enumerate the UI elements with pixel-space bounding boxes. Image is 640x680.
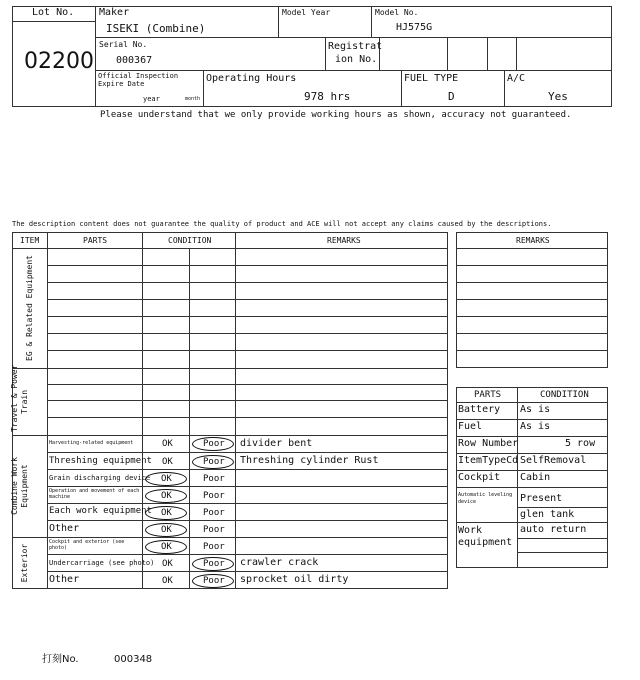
model-year-label: Model Year [282, 8, 331, 17]
auto-leveling-value: Present [520, 493, 563, 504]
row-number-value: 5 row [565, 438, 596, 449]
condition-poor-9: Poor [203, 576, 225, 586]
inspection-label-1: Official Inspection [98, 72, 179, 80]
column-parts: PARTS [83, 236, 108, 245]
lot-number: 02200 [24, 49, 94, 74]
condition-poor-1: Poor [203, 439, 225, 449]
condition-poor-7: Poor [203, 542, 225, 552]
section-exterior [20, 533, 30, 593]
battery-value: As is [520, 404, 551, 415]
part-operation-1: Operation and movement of each [49, 488, 140, 494]
fuel-value: As is [520, 421, 551, 432]
ac-value: Yes [548, 90, 568, 103]
part-operation-2: machine [49, 494, 71, 500]
condition-poor-3: Poor [203, 474, 225, 484]
remark-8: crawler crack [240, 557, 319, 568]
section-combine-text-1: Combine Work [10, 457, 19, 515]
condition-poor-4: Poor [203, 491, 225, 501]
spec-condition-label: CONDITION [540, 390, 589, 400]
registration-label-2: ion No. [335, 54, 378, 65]
section-travel-text-1: Travel & Power [10, 364, 19, 432]
work-equipment-label-1: Work [458, 525, 483, 536]
condition-ok-3: OK [161, 474, 172, 484]
part-each-work: Each work equipment [49, 506, 152, 516]
stamp-label: 打刻No. [42, 654, 79, 665]
registration-label-1: Registrat [328, 41, 383, 52]
part-threshing: Threshing equipment [49, 456, 152, 466]
model-no-value: HJ575G [396, 22, 433, 33]
serial-value: 000367 [116, 55, 153, 66]
description-notice: The description content does not guarantee the quality of product and ACE will not accept any claims caused by the descriptions. [12, 220, 552, 228]
spec-parts-label: PARTS [474, 390, 502, 400]
section-combine-text-2: Equipment [20, 464, 29, 508]
work-equipment-value-2: auto return [520, 524, 587, 535]
condition-ok-1: OK [162, 439, 173, 449]
hours-notice: Please understand that we only provide working hours as shown, accuracy not guaranteed. [100, 110, 572, 120]
part-other-exterior: Other [49, 574, 80, 585]
row-number-label: Row Number [458, 438, 519, 449]
ac-label: A/C [507, 73, 526, 84]
right-remarks-label: REMARKS [516, 236, 550, 245]
section-combine [10, 446, 30, 526]
section-exterior-text: Exterior [20, 543, 29, 583]
itemtype-label: ItemTypeCd [458, 455, 519, 466]
operating-hours-value: 978 hrs [304, 90, 351, 103]
condition-ok-4: OK [161, 491, 172, 501]
cockpit-label: Cockpit [458, 472, 501, 483]
fuel-label: Fuel [458, 421, 483, 432]
condition-ok-7: OK [161, 542, 172, 552]
part-other-combine: Other [49, 523, 80, 534]
serial-label: Serial No. [99, 40, 148, 49]
inspection-label-2: Expire Date [98, 80, 145, 88]
condition-poor-2: Poor [203, 457, 225, 467]
work-equipment-value-1: glen tank [520, 509, 575, 520]
operating-hours-label: Operating Hours [206, 73, 297, 84]
itemtype-value: SelfRemoval [520, 455, 587, 466]
month-label: month [185, 96, 201, 102]
auto-leveling-label-1: Automatic leveling [458, 492, 513, 498]
condition-ok-6: OK [161, 525, 172, 535]
lot-label: Lot No. [32, 7, 75, 18]
year-label: year [143, 95, 160, 103]
part-undercarriage: Undercarriage (see photo) [49, 559, 155, 567]
auto-leveling-label-2: device [458, 499, 477, 505]
part-grain: Grain discharging device [49, 474, 151, 482]
section-travel [10, 364, 30, 432]
part-harvesting: Harvesting-related equipment [49, 440, 134, 446]
condition-ok-8: OK [162, 559, 173, 569]
part-cockpit-1: Cockpit and exterior (see [49, 539, 125, 545]
condition-ok-5: OK [161, 508, 172, 518]
condition-poor-8: Poor [203, 559, 225, 569]
part-cockpit-2: photo) [49, 545, 68, 551]
column-condition: CONDITION [168, 236, 212, 245]
fuel-type-label: FUEL TYPE [404, 73, 459, 84]
column-item: ITEM [20, 236, 40, 245]
column-remarks: REMARKS [327, 236, 361, 245]
remark-1: divider bent [240, 438, 313, 449]
maker-value: ISEKI (Combine) [106, 22, 206, 35]
battery-label: Battery [458, 404, 501, 415]
cockpit-value: Cabin [520, 472, 551, 483]
condition-ok-2: OK [162, 457, 173, 467]
remark-2: Threshing cylinder Rust [240, 455, 379, 466]
condition-ok-9: OK [162, 576, 173, 586]
remark-9: sprocket oil dirty [240, 574, 349, 585]
condition-poor-6: Poor [203, 525, 225, 535]
stamp-value: 000348 [114, 654, 153, 665]
section-travel-text-2: Train [20, 389, 29, 415]
work-equipment-label-2: equipment [458, 537, 513, 548]
condition-poor-5: Poor [203, 508, 225, 518]
fuel-type-value: D [448, 90, 455, 103]
model-no-label: Model No. [375, 8, 419, 17]
maker-label: Maker [99, 7, 130, 18]
section-eg [25, 248, 35, 368]
section-eg-text: EG & Related Equipment [25, 255, 34, 361]
